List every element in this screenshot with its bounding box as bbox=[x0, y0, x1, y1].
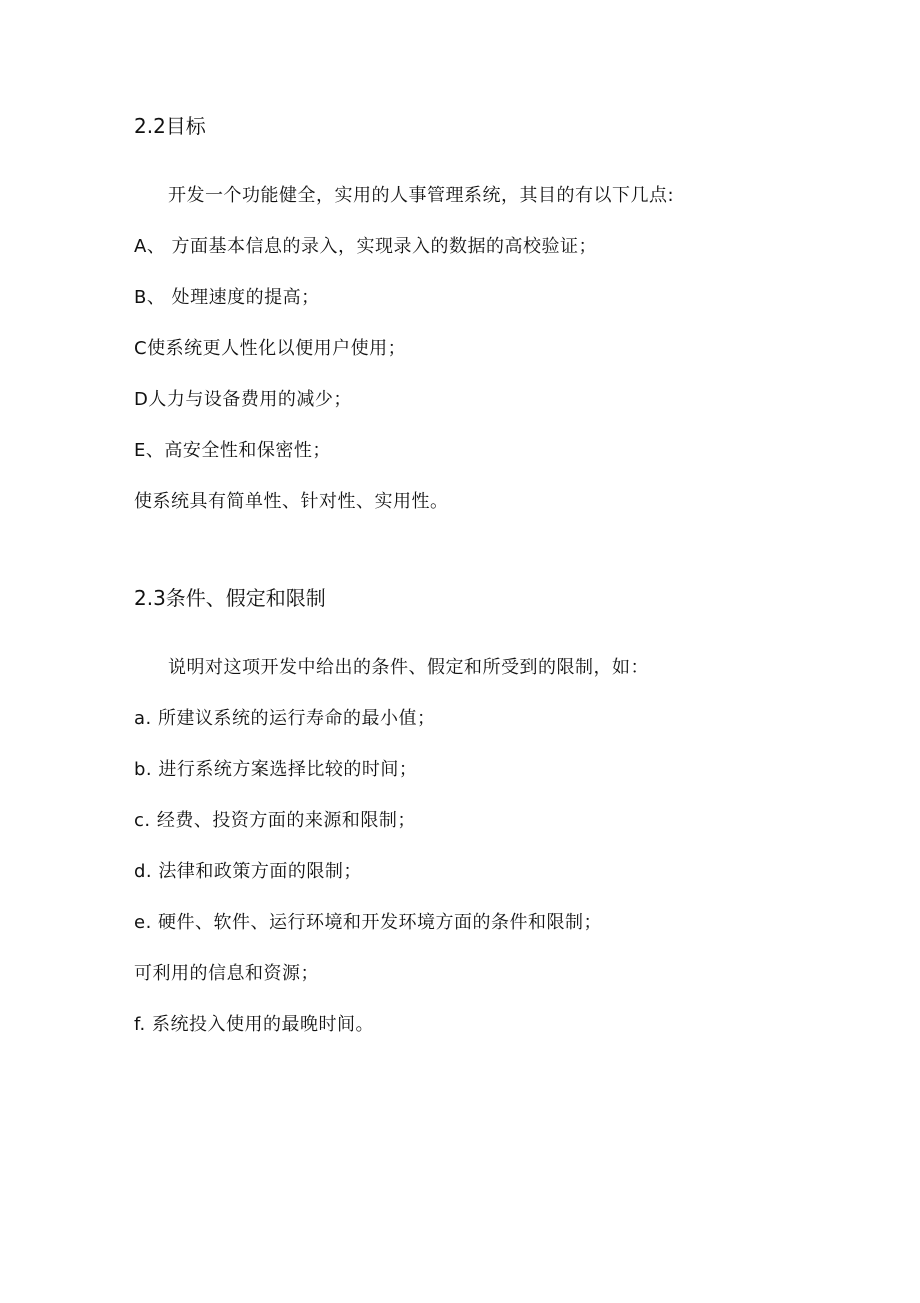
conditions-intro-paragraph: 说明对这项开发中给出的条件、假定和所受到的限制，如： bbox=[168, 657, 649, 678]
conditions-item-e: e. 硬件、软件、运行环境和开发环境方面的条件和限制； bbox=[134, 912, 603, 933]
conditions-item-b: b. 进行系统方案选择比较的时间； bbox=[134, 759, 418, 780]
section-heading-conditions: 2.3条件、假定和限制 bbox=[134, 586, 326, 610]
goal-item-e: E、高安全性和保密性； bbox=[134, 440, 331, 461]
goal-item-a: A、 方面基本信息的录入，实现录入的数据的高校验证； bbox=[134, 236, 598, 257]
goal-intro-paragraph: 开发一个功能健全，实用的人事管理系统，其目的有以下几点: bbox=[168, 185, 675, 206]
conditions-item-c: c. 经费、投资方面的来源和限制； bbox=[134, 810, 416, 831]
conditions-item-d: d. 法律和政策方面的限制； bbox=[134, 861, 362, 882]
conditions-available-info: 可利用的信息和资源； bbox=[134, 963, 319, 984]
goal-item-d: D人力与设备费用的减少； bbox=[134, 389, 352, 410]
goal-item-c: C使系统更人性化以便用户使用； bbox=[134, 338, 407, 359]
section-heading-goal: 2.2目标 bbox=[134, 114, 206, 138]
conditions-item-f: f. 系统投入使用的最晚时间。 bbox=[134, 1014, 374, 1035]
conditions-item-a: a. 所建议系统的运行寿命的最小值； bbox=[134, 708, 436, 729]
goal-item-b: B、 处理速度的提高； bbox=[134, 287, 320, 308]
goal-summary: 使系统具有简单性、针对性、实用性。 bbox=[134, 491, 449, 512]
